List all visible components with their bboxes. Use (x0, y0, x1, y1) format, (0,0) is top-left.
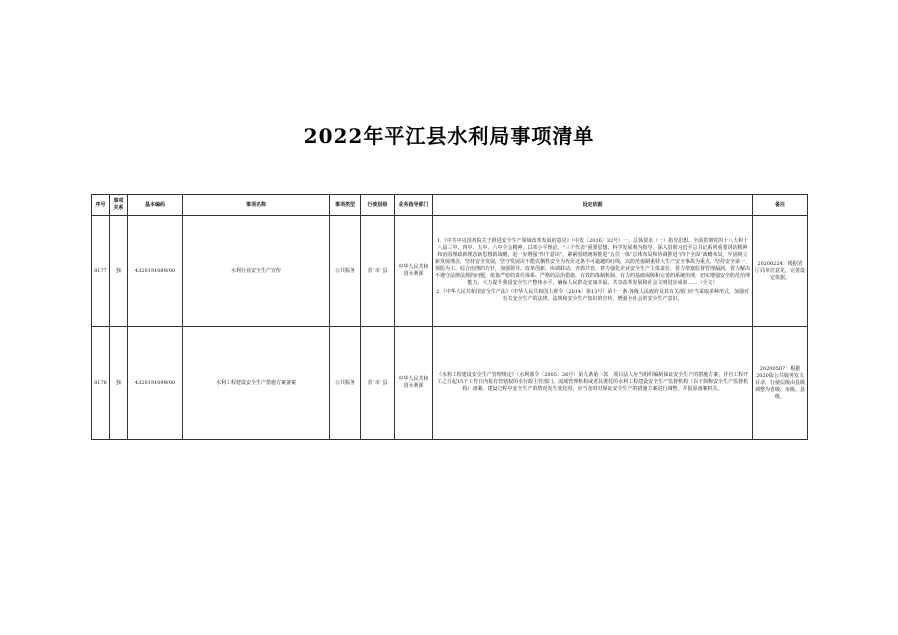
basis-paragraph: 2.《中华人民共和国安全生产法》（中华人民共和国主席令〔2014〕第13号）第十一条 各级人民政府及其有关部门应当采取多种形式，加强对有关安全生产的法律、法规和安全生产知识的宣传，增强全社会的安全生产意识。 (436, 288, 749, 302)
table-row (92, 216, 808, 327)
cell-code: 432019109W00 (128, 327, 183, 440)
cell-name: 水利工程建设安全生产措施方案备案 (183, 327, 330, 440)
cell-dept: 中华人民共和国水利部 (395, 216, 433, 327)
page-title: 2022年平江县水利局事项清单 (303, 124, 595, 148)
cell-dept: 中华人民共和国水利部 (395, 327, 433, 440)
header-code: 基本编码 (128, 195, 183, 216)
basis-paragraph: 1.《中共中央国务院关于推进安全生产领域改革发展的意见》（中发〔2016〕32号）一、总体要求（一）指导思想。全面贯彻党的十八大和十八届三中、四中、五中、六中全会精神，以邓小平理论、“三个代表”重要思想、科学发展观为指导，深入贯彻习近平总书记系列重要讲话精神和治国理政新理念新思想新战略，进一步增强“四个意识”，紧紧围绕统筹推进“五位一体”总体布局和协调推进“四个全面”战略布局，牢固树立新发展理念，坚持安全发展，坚守发展决不能以牺牲安全为代价这条不可逾越的红线，以防范遏制重特大生产安全事故为重点，坚持安全第一、预防为主、综合治理的方针，加强领导、改革创新，协调联动、齐抓共管，着力强化企业安全生产主体责任，着力堵塞监督管理漏洞，着力解决不遵守法律法规的问题，依靠严密的责任体系、严格的法治措施、有效的体制机制、有力的基础保障和完善的系统治理，切实增强安全防范治理能力，大力提升我国安全生产整体水平，确保人民群众安康幸福、共享改革发展和社会文明进步成果……（全文） (435, 237, 751, 286)
cell-basis (433, 327, 753, 440)
cell-relation: 独 (110, 216, 128, 327)
cell-name: 水利行业安全生产宣传 (183, 216, 330, 327)
cell-note: 20200507：根据2020版公共服务发文目录，行使层级由县级调整为省级、市级、县级。 (753, 327, 808, 440)
basis-paragraph: 《水利工程建设安全生产管理规定》（水利部令〔2005〕26号）第九条第一款 项目法人应当组织编制保证安全生产的措施方案，并自工程开工之日起15个工作日内报有管辖权的水行政主管部门、流域管理机构或者其委托的水利工程建设安全生产监督机构（以下简称安全生产监督机构）备案。建设过程中安全生产的情况发生变化时，应当及时对保证安全生产的措施方案进行调整，并报原备案机关。 (436, 371, 749, 392)
cell-type: 公共服务 (330, 216, 361, 327)
table-header-row (92, 195, 808, 216)
cell-level: 省`市`县 (361, 327, 395, 440)
header-dept: 业务指导部门 (395, 195, 433, 216)
items-table (91, 194, 808, 440)
cell-type: 公共服务 (330, 327, 361, 440)
cell-seq: 8177 (92, 216, 110, 327)
header-note: 备注 (753, 195, 808, 216)
cell-relation: 独 (110, 327, 128, 440)
header-name: 事项名称 (183, 195, 330, 216)
cell-code: 432019108W00 (128, 216, 183, 327)
header-relation: 事项关系 (110, 195, 128, 216)
cell-note: 20200224：根据省厅局单位意见，完善设定依据。 (753, 216, 808, 327)
table-row (92, 327, 808, 440)
header-type: 事项类型 (330, 195, 361, 216)
cell-basis (433, 216, 753, 327)
cell-level: 省`市`县 (361, 216, 395, 327)
header-basis: 设定依据 (433, 195, 753, 216)
header-level: 行使层级 (361, 195, 395, 216)
cell-seq: 8178 (92, 327, 110, 440)
header-seq: 序号 (92, 195, 110, 216)
